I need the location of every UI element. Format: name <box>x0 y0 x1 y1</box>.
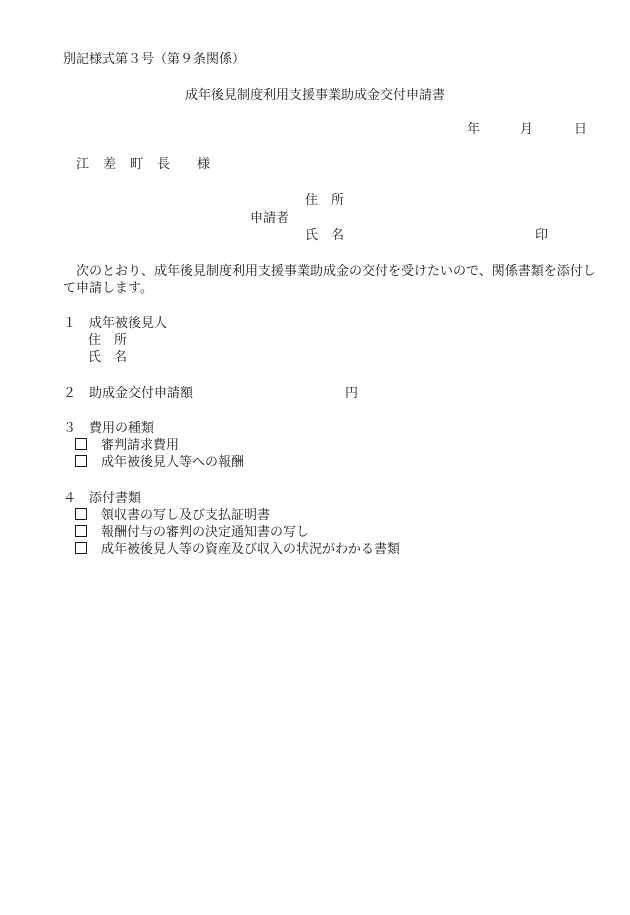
option-label: 領収書の写し及び支払証明書 <box>101 508 271 523</box>
ward-address-label: 住 所 <box>88 333 128 348</box>
date-day-label: 日 <box>574 122 588 137</box>
applicant-address-label: 住 所 <box>305 193 345 208</box>
body-text: 次のとおり、成年後見制度利用支援事業助成金の交付を受けたいので、関係書類を添付して申請します。 <box>63 264 596 296</box>
addressee-char: 差 <box>103 157 117 172</box>
expense-option <box>75 454 244 471</box>
form-number: 別記様式第３号（第９条関係） <box>63 52 246 67</box>
addressee-char: 町 <box>130 157 144 172</box>
checkbox[interactable] <box>75 508 87 520</box>
date-year-label: 年 <box>467 122 481 137</box>
option-label: 成年被後見人等への報酬 <box>101 455 245 470</box>
checkbox[interactable] <box>75 438 87 450</box>
checkbox[interactable] <box>75 455 87 467</box>
seal-mark: 印 <box>535 228 549 243</box>
section-4-heading: ４ 添付書類 <box>63 491 142 506</box>
section-3-heading: ３ 費用の種類 <box>63 421 155 436</box>
section-2-heading: ２ 助成金交付申請額 <box>63 386 194 401</box>
ward-name-label: 氏 名 <box>88 350 128 365</box>
addressee-char: 江 <box>76 157 90 172</box>
applicant-label: 申請者 <box>250 211 290 226</box>
addressee-honorific: 様 <box>197 157 211 172</box>
amount-unit: 円 <box>345 386 359 401</box>
option-label: 報酬付与の審判の決定通知書の写し <box>101 525 310 540</box>
addressee <box>76 156 210 173</box>
option-label: 審判請求費用 <box>101 438 180 453</box>
attachment-option <box>75 524 309 541</box>
applicant-name-label: 氏 名 <box>305 228 345 243</box>
attachment-option <box>75 507 270 524</box>
option-label: 成年被後見人等の資産及び収入の状況がわかる書類 <box>101 542 401 557</box>
date-month-label: 月 <box>520 122 534 137</box>
expense-option <box>75 437 179 454</box>
attachment-option <box>75 541 400 558</box>
checkbox[interactable] <box>75 542 87 554</box>
checkbox[interactable] <box>75 525 87 537</box>
document-title: 成年後見制度利用支援事業助成金交付申請書 <box>184 88 445 103</box>
section-1-heading: １ 成年被後見人 <box>63 316 168 331</box>
addressee-char: 長 <box>157 157 171 172</box>
